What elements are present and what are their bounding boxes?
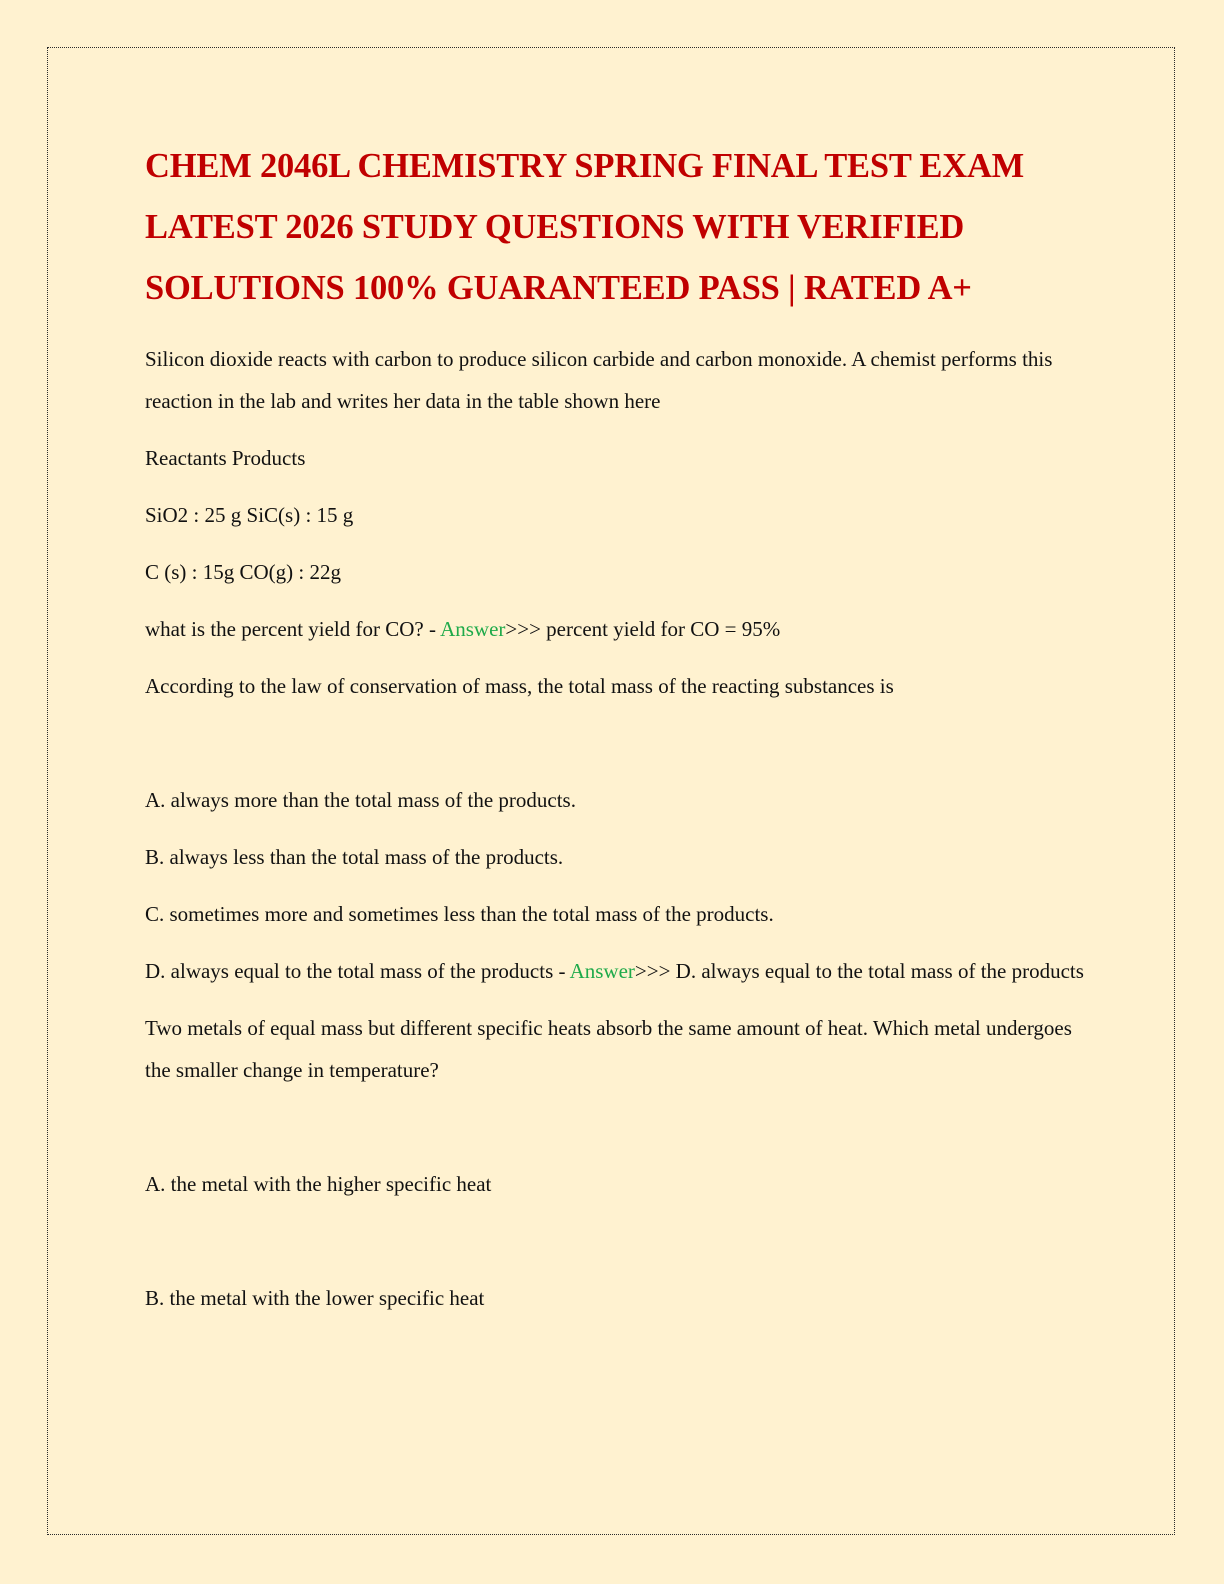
question-2-option-d xyxy=(145,950,1085,992)
question-2-option-c: C. sometimes more and sometimes less than the total mass of the products. xyxy=(145,902,774,926)
document-body xyxy=(145,136,1085,1319)
question-1-answer: >>> percent yield for CO = 95% xyxy=(505,617,781,641)
question-1 xyxy=(145,608,1085,650)
question-2-answer: >>> D. always equal to the total mass of the products xyxy=(634,959,1084,983)
document-title: CHEM 2046L CHEMISTRY SPRING FINAL TEST EXAM LATEST 2026 STUDY QUESTIONS WITH VERIFIED SOLUTIONS 100% GUARANTEED PASS | RATED A+ xyxy=(145,147,1025,307)
table-row-1: SiO2 : 25 g SiC(s) : 15 g xyxy=(145,503,354,527)
question-2-option-b: B. always less than the total mass of the products. xyxy=(145,845,564,869)
question-3-option-b: B. the metal with the lower specific heat xyxy=(145,1286,485,1310)
question-3: Two metals of equal mass but different specific heats absorb the same amount of heat. Which metal undergoes the smaller change in temperature? xyxy=(145,1016,1072,1082)
question-3-option-a: A. the metal with the higher specific heat xyxy=(145,1172,492,1196)
question-2: According to the law of conservation of mass, the total mass of the reacting substances is xyxy=(145,674,894,698)
answer-label: Answer xyxy=(569,959,635,983)
table-header-row: Reactants Products xyxy=(145,446,306,470)
answer-label: Answer xyxy=(440,617,506,641)
question-1-intro: Silicon dioxide reacts with carbon to produce silicon carbide and carbon monoxide. A chemist performs this reaction in the lab and writes her data in the table shown here xyxy=(145,347,1053,413)
table-row-2: C (s) : 15g CO(g) : 22g xyxy=(145,560,341,584)
question-2-option-a: A. always more than the total mass of the products. xyxy=(145,788,576,812)
question-2-option-d-text: D. always equal to the total mass of the products - xyxy=(145,959,570,983)
question-1-text: what is the percent yield for CO? - xyxy=(145,617,441,641)
